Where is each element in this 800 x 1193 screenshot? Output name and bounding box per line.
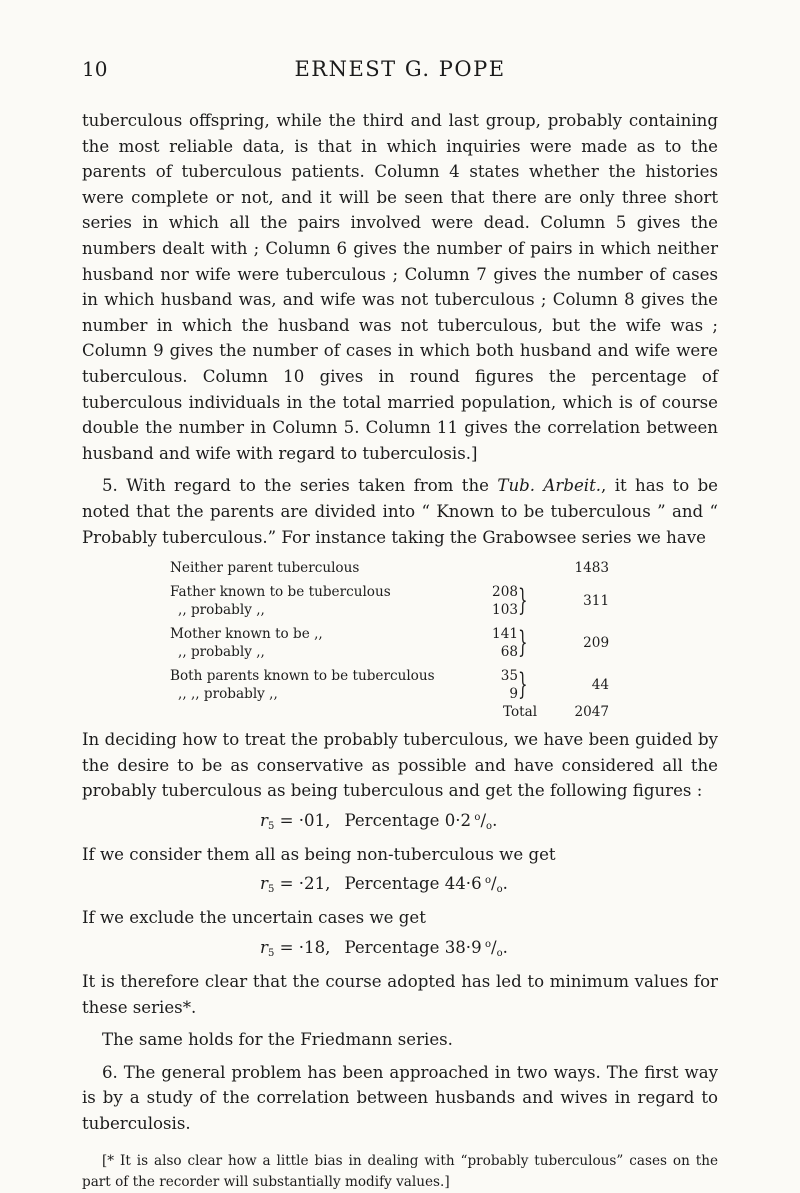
mother-probably-value: 68: [500, 644, 518, 661]
grabowsee-table: [170, 559, 609, 721]
neither-label: Neither parent tuberculous: [170, 560, 360, 577]
equation-1-value: = ·01,: [274, 810, 331, 830]
paragraph-2-part-b: , it has to be noted that the parents are divided into “ Known to be tuberculous ” and “ Probably tuberculous.” For instance taking the Grabowsee series we have: [82, 476, 719, 547]
paragraph-2-part-a: 5. With regard to the series taken from the: [102, 476, 498, 496]
paragraph-1: tuberculous offspring, while the third and last group, probably containing the most reliable data, is that in which inquiries were made as to the parents of tuberculous patients. Column 4 states whether the histories were complete or not, and it will be seen that there are only three short series in which all the pairs involved were dead. Column 5 gives the numbers dealt with ; Column 6 gives the number of pairs in which neither husband nor wife were tuberculous ; Column 7 gives the number of cases in which husband was, and wife was not tuberculous ; Column 8 gives the number in which the husband was not tuberculous, but the wife was ; Column 9 gives the number of cases in which both husband and wife were tuberculous. Column 10 gives in round figures the percentage of tuberculous individuals in the total married population, which is of course double the number in Column 5. Column 11 gives the correlation between husband and wife with regard to tuberculosis.]: [82, 111, 718, 463]
father-known-value: 208: [492, 584, 518, 601]
table-row: [170, 625, 609, 643]
equation-2-sub: 5: [267, 884, 275, 896]
page-body: [82, 108, 718, 1193]
equation-2-percentage: Percentage 44·6: [344, 874, 482, 894]
brace-icon: }: [518, 583, 528, 619]
equation-1-r: r: [260, 810, 268, 830]
mother-total: 209: [583, 635, 610, 652]
father-known-label: Father known to be tuberculous: [170, 584, 391, 601]
paragraph-2: [82, 473, 718, 550]
paragraph-3: In deciding how to treat the probably tuberculous, we have been guided by the desire to be as conservative as possible and have considered all the probably tuberculous as being tuberculous and get the following figures :: [82, 730, 718, 801]
equation-3-value: = ·18,: [274, 938, 331, 958]
both-known-label: Both parents known to be tuberculous: [170, 668, 435, 685]
paragraph-6: It is therefore clear that the course adopted has led to minimum values for these series*.: [82, 972, 718, 1017]
footnote: [* It is also clear how a little bias in dealing with “probably tuberculous” cases on the part of the recorder will substantially modify values.]: [82, 1152, 718, 1190]
equation-2-value: = ·21,: [274, 874, 331, 894]
page-number: 10: [82, 57, 108, 81]
equation-1-sub: 5: [267, 820, 275, 832]
paragraph-2-italic: Tub. Arbeit.: [497, 476, 602, 496]
mother-known-value: 141: [492, 626, 518, 643]
both-total: 44: [591, 677, 610, 694]
paragraph-4: If we consider them all as being non-tuberculous we get: [82, 844, 556, 864]
page-header: [0, 57, 800, 87]
equation-1: $r_5 = \cdot 01$, Percentage 0·2 $^o/_o$.: [260, 810, 498, 832]
mother-probably-label: ,, probably ,,: [178, 644, 265, 661]
table-row: [170, 703, 609, 721]
father-probably-value: 103: [492, 602, 518, 619]
table-row: [170, 583, 609, 601]
father-probably-label: ,, probably ,,: [178, 602, 265, 619]
mother-known-label: Mother known to be ,,: [170, 626, 323, 643]
table-row: [170, 559, 609, 577]
equation-3: $r_5 = \cdot 18$, Percentage 38·9 $^o/_o$.: [260, 938, 508, 960]
table-row: [170, 667, 609, 685]
equation-3-r: r: [260, 938, 268, 958]
both-probably-value: 9: [509, 686, 518, 703]
paragraph-7: The same holds for the Friedmann series.: [102, 1030, 453, 1050]
paragraph-8: 6. The general problem has been approached in two ways. The first way is by a study of the correlation between husbands and wives in regard to tuberculosis.: [82, 1062, 718, 1134]
brace-icon: }: [518, 625, 528, 661]
both-known-value: 35: [500, 668, 518, 685]
equation-3-sub: 5: [267, 948, 275, 960]
father-total: 311: [583, 593, 610, 610]
grand-total: 2047: [574, 704, 610, 721]
equation-3-percentage: Percentage 38·9: [344, 938, 482, 958]
running-head: ERNEST G. POPE: [294, 57, 506, 81]
equation-1-percentage: Percentage 0·2: [344, 810, 472, 830]
equation-2-r: r: [260, 874, 268, 894]
total-label: Total: [502, 704, 538, 721]
brace-icon: }: [518, 667, 528, 703]
equation-2: $r_5 = \cdot 21$, Percentage 44·6 $^o/_o$.: [260, 874, 508, 896]
paragraph-5: If we exclude the uncertain cases we get: [82, 908, 426, 928]
both-probably-label: ,, ,, probably ,,: [178, 686, 278, 703]
neither-total: 1483: [574, 560, 610, 577]
